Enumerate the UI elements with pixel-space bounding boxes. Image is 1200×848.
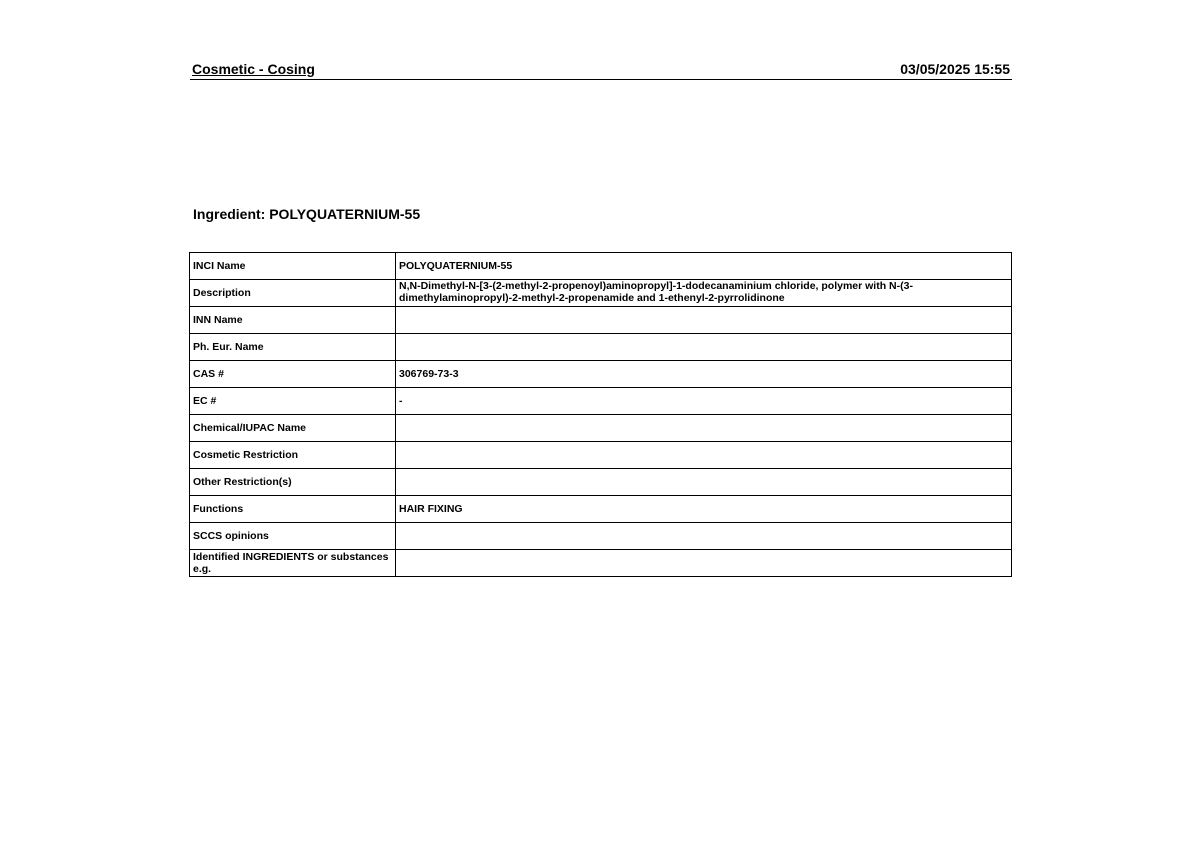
table-row-cosmetic-restriction	[190, 442, 1012, 469]
row-label: Cosmetic Restriction	[190, 442, 396, 469]
ingredient-title: Ingredient: POLYQUATERNIUM-55	[193, 206, 421, 222]
row-label: Identified INGREDIENTS or substances e.g.	[190, 550, 396, 577]
description-clip	[399, 280, 1008, 306]
table-row-ec	[190, 388, 1012, 415]
description-text: N,N-Dimethyl-N-[3-(2-methyl-2-propenoyl)aminopropyl]-1-dodecanaminium chloride, polymer with N-(3-dimethylaminopropyl)-2-methyl-2-propenamide and 1-ethenyl-2-pyrrolidinone	[399, 280, 913, 304]
header-datetime: 03/05/2025 15:55	[900, 61, 1010, 77]
row-label: CAS #	[190, 361, 396, 388]
row-value-description	[396, 280, 1012, 307]
row-value: HAIR FIXING	[396, 496, 1012, 523]
row-label: SCCS opinions	[190, 523, 396, 550]
table-row-ph-eur-name	[190, 334, 1012, 361]
table-row-cas	[190, 361, 1012, 388]
table-row-inn-name	[190, 307, 1012, 334]
row-value: -	[396, 388, 1012, 415]
row-label: EC #	[190, 388, 396, 415]
ingredient-table	[189, 252, 1012, 577]
row-label: Other Restriction(s)	[190, 469, 396, 496]
page-header	[190, 60, 1012, 80]
row-label: INN Name	[190, 307, 396, 334]
table-row-sccs-opinions	[190, 523, 1012, 550]
table-row-functions	[190, 496, 1012, 523]
row-value	[396, 469, 1012, 496]
row-label: INCI Name	[190, 253, 396, 280]
row-value	[396, 415, 1012, 442]
table-row-identified-ingredients	[190, 550, 1012, 577]
row-value	[396, 523, 1012, 550]
table-row-other-restrictions	[190, 469, 1012, 496]
table-row-chemical-iupac-name	[190, 415, 1012, 442]
row-label: Chemical/IUPAC Name	[190, 415, 396, 442]
row-value: 306769-73-3	[396, 361, 1012, 388]
table-row-inci-name	[190, 253, 1012, 280]
row-value: POLYQUATERNIUM-55	[396, 253, 1012, 280]
row-label: Ph. Eur. Name	[190, 334, 396, 361]
row-value	[396, 334, 1012, 361]
row-value	[396, 550, 1012, 577]
header-title: Cosmetic - Cosing	[192, 61, 315, 77]
row-label: Description	[190, 280, 396, 307]
row-value	[396, 307, 1012, 334]
row-value	[396, 442, 1012, 469]
row-label: Functions	[190, 496, 396, 523]
table-row-description	[190, 280, 1012, 307]
